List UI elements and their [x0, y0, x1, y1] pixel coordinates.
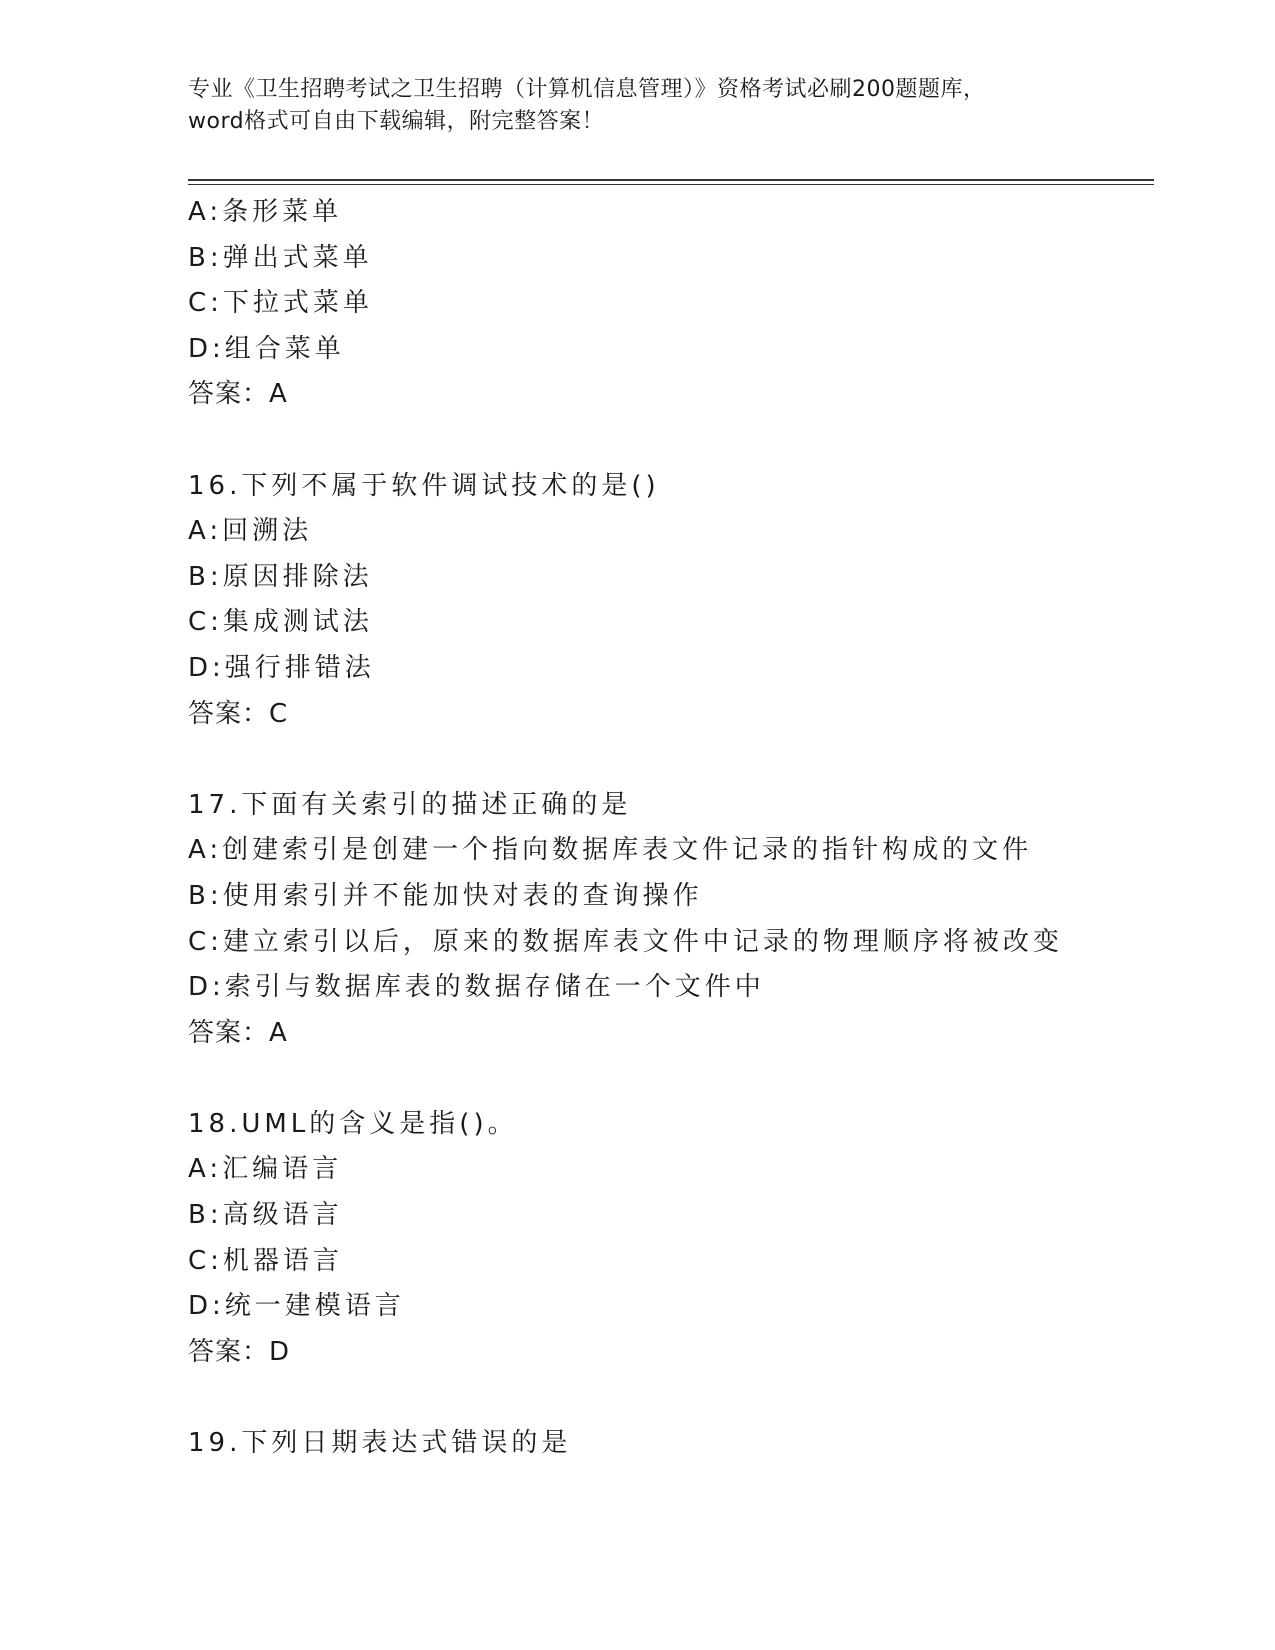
- option-c: C:下拉式菜单: [188, 288, 373, 319]
- question-spacer: [188, 1375, 1188, 1421]
- option-c: C:集成测试法: [188, 607, 373, 638]
- question-spacer: [188, 737, 1188, 783]
- question-17: [188, 783, 1188, 1057]
- option-a: A:回溯法: [188, 516, 313, 547]
- question-19: [188, 1421, 1188, 1467]
- question-18: [188, 1102, 1188, 1376]
- option-d: D:索引与数据库表的数据存储在一个文件中: [188, 972, 765, 1003]
- question-stem: 17.下面有关索引的描述正确的是: [188, 789, 632, 820]
- option-a: A:汇编语言: [188, 1154, 343, 1185]
- option-c: C:机器语言: [188, 1245, 343, 1276]
- answer-line: 答案：C: [188, 698, 289, 729]
- option-d: D:强行排错法: [188, 652, 375, 683]
- option-d: D:组合菜单: [188, 333, 345, 364]
- option-d: D:统一建模语言: [188, 1291, 405, 1322]
- option-b: B:弹出式菜单: [188, 242, 373, 273]
- option-b: B:使用索引并不能加快对表的查询操作: [188, 880, 703, 911]
- answer-line: 答案：D: [188, 1336, 291, 1367]
- question-spacer: [188, 418, 1188, 464]
- option-a: A:创建索引是创建一个指向数据库表文件记录的指针构成的文件: [188, 835, 1033, 866]
- question-spacer: [188, 1056, 1188, 1102]
- document-header: [188, 74, 1088, 138]
- option-b: B:原因排除法: [188, 561, 373, 592]
- option-b: B:高级语言: [188, 1200, 343, 1231]
- question-16: [188, 464, 1188, 738]
- answer-line: 答案：A: [188, 379, 288, 410]
- answer-line: 答案：A: [188, 1017, 288, 1048]
- header-title-line-1: 专业《卫生招聘考试之卫生招聘（计算机信息管理）》资格考试必刷200题题库，: [188, 77, 986, 102]
- header-divider-thin: [188, 184, 1154, 185]
- question-stem: 16.下列不属于软件调试技术的是(): [188, 470, 660, 501]
- option-a: A:条形菜单: [188, 197, 343, 227]
- option-c: C:建立索引以后，原来的数据库表文件中记录的物理顺序将被改变: [188, 926, 1063, 957]
- question-15: [188, 190, 1188, 418]
- header-divider-thick: [188, 179, 1154, 181]
- question-stem: 19.下列日期表达式错误的是: [188, 1428, 572, 1459]
- question-stem: 18.UML的含义是指()。: [188, 1108, 518, 1139]
- question-list: [188, 190, 1188, 1467]
- header-title-line-2: word格式可自由下载编辑，附完整答案！: [188, 109, 605, 134]
